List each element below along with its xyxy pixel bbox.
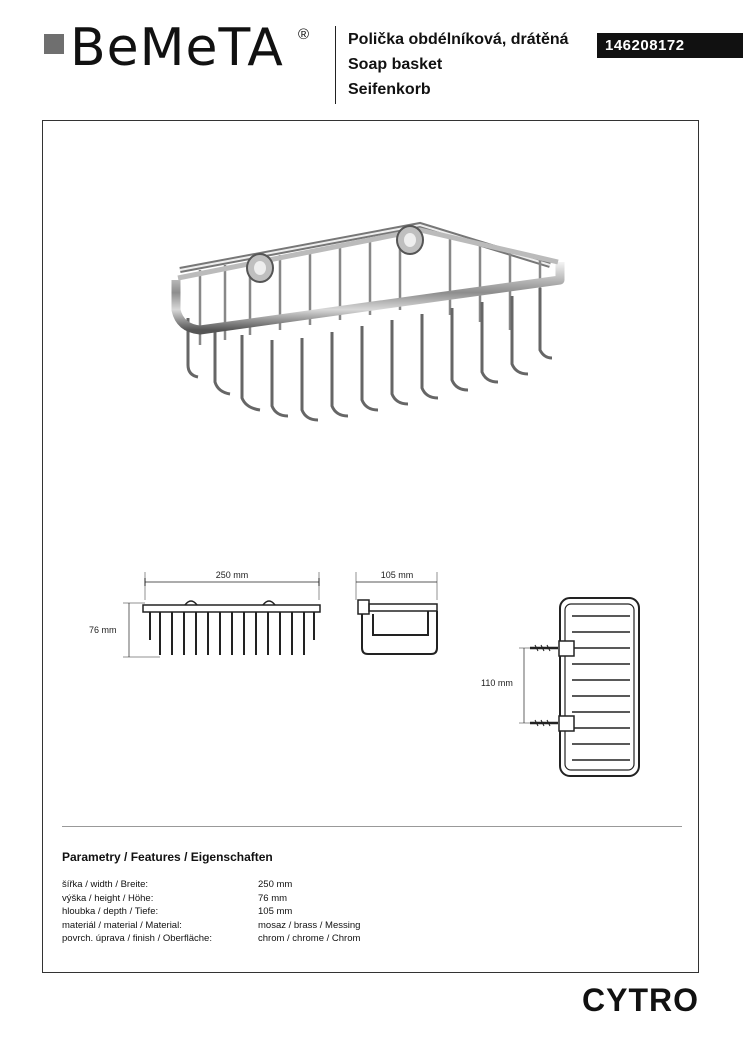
feature-label: povrch. úprava / finish / Oberfläche: <box>62 933 212 944</box>
feature-label: hloubka / depth / Tiefe: <box>62 906 159 917</box>
feature-label: šířka / width / Breite: <box>62 879 149 890</box>
product-code-badge: 146208172 <box>597 33 743 58</box>
height-dimension-label: 76 mm <box>89 625 117 635</box>
feature-value: mosaz / brass / Messing <box>258 919 361 931</box>
brand-logo: BeMeTA <box>70 18 284 78</box>
front-view <box>123 572 320 657</box>
top-view <box>519 598 639 776</box>
registered-mark: ® <box>298 26 310 43</box>
side-view <box>356 572 437 654</box>
width-dimension-label: 250 mm <box>215 570 249 580</box>
feature-value: 76 mm <box>258 892 288 904</box>
feature-label: materiál / material / Material: <box>62 919 182 931</box>
section-divider <box>62 826 682 827</box>
title-cz: Polička obdélníková, drátěná <box>348 31 569 48</box>
feature-row <box>62 878 360 892</box>
features-table <box>62 878 360 946</box>
feature-value: 105 mm <box>258 906 293 917</box>
features-title: Parametry / Features / Eigenschaften <box>62 850 273 864</box>
mount-distance-label: 110 mm <box>481 678 513 688</box>
feature-row <box>62 919 360 933</box>
feature-value: chrom / chrome / Chrom <box>258 933 361 944</box>
title-en: Soap basket <box>348 56 443 73</box>
depth-dimension-label: 105 mm <box>380 570 414 580</box>
feature-row <box>62 932 360 946</box>
series-name: CYTRO <box>582 982 699 1018</box>
feature-value: 250 mm <box>258 879 293 890</box>
feature-label: výška / height / Höhe: <box>62 892 154 904</box>
feature-row <box>62 905 360 919</box>
title-de: Seifenkorb <box>348 81 431 98</box>
feature-row <box>62 892 360 906</box>
